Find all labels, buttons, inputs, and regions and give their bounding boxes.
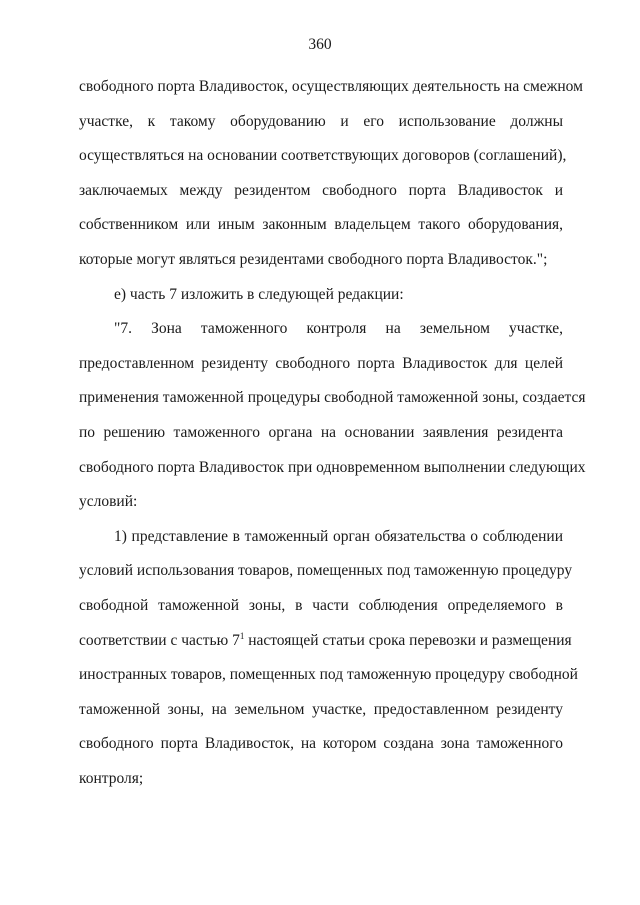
text-line: таможенной зоны, на земельном участке, предоставленном резиденту bbox=[79, 700, 563, 718]
text-line: осуществляться на основании соответствующих договоров (соглашений), bbox=[79, 147, 567, 165]
text-line: свободной таможенной зоны, в части соблюдения определяемого в bbox=[79, 596, 563, 614]
text-line: свободного порта Владивосток при одновременном выполнении следующих bbox=[79, 458, 586, 476]
text-line-with-superscript bbox=[79, 624, 572, 659]
page-number: 360 bbox=[308, 36, 332, 53]
text-line: участке, к такому оборудованию и его использование должны bbox=[79, 112, 563, 130]
text-line: по решению таможенного органа на основании заявления резидента bbox=[79, 423, 563, 441]
text-line: собственником или иным законным владельцем такого оборудования, bbox=[79, 216, 563, 234]
text-line: которые могут являться резидентами свободного порта Владивосток."; bbox=[79, 250, 548, 268]
paragraph-start: "7. Зона таможенного контроля на земельном участке, bbox=[114, 320, 563, 338]
text-line: свободного порта Владивосток, на котором создана зона таможенного bbox=[79, 735, 563, 753]
text-line: свободного порта Владивосток, осуществляющих деятельность на смежном bbox=[79, 78, 583, 95]
paragraph-start: е) часть 7 изложить в следующей редакции: bbox=[114, 285, 404, 303]
text-line: контроля; bbox=[79, 769, 144, 787]
text-line: применения таможенной процедуры свободной таможенной зоны, создается bbox=[79, 389, 586, 407]
text-segment: настоящей статьи срока перевозки и размещения bbox=[244, 631, 572, 649]
text-line: заключаемых между резидентом свободного порта Владивосток и bbox=[79, 181, 563, 199]
text-line: предоставленном резиденту свободного порта Владивосток для целей bbox=[79, 354, 563, 372]
text-segment: соответствии с частью 7 bbox=[79, 631, 240, 649]
body-text bbox=[79, 70, 586, 796]
paragraph-start: 1) представление в таможенный орган обязательства о соблюдении bbox=[114, 527, 563, 545]
text-line: условий: bbox=[79, 493, 138, 511]
text-line: условий использования товаров, помещенных под таможенную процедуру bbox=[79, 562, 573, 580]
text-line: иностранных товаров, помещенных под таможенную процедуру свободной bbox=[79, 666, 578, 684]
superscript: 1 bbox=[239, 630, 245, 641]
